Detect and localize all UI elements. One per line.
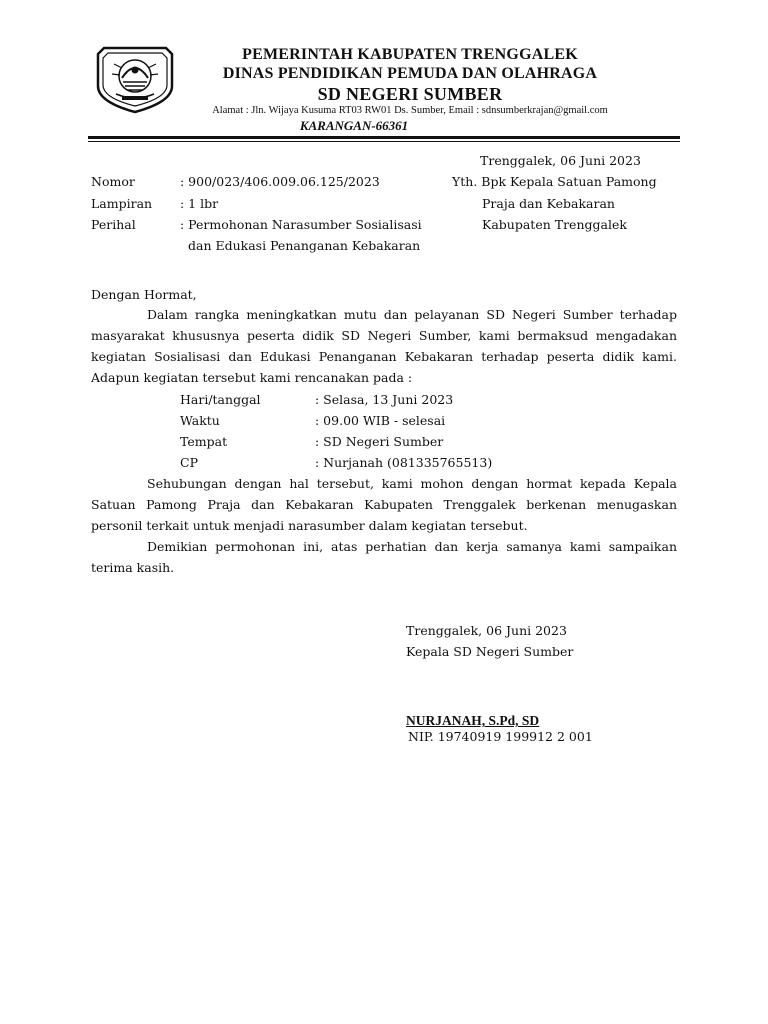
letterhead-rule-thick <box>88 136 680 139</box>
paragraph-request: Sehubungan dengan hal tersebut, kami mohon dengan hormat kepada Kepala Satuan Pamong Praja dan Kebakaran Kabupaten Trenggalek berkenan menugaskan personil terkait untuk menjadi narasumber dalam kegiatan tersebut. <box>91 476 677 533</box>
field-label-perihal: Perihal <box>91 217 136 232</box>
signature-name: NURJANAH, S.Pd, SD <box>406 713 540 728</box>
paragraph-closing: Demikian permohonan ini, atas perhatian dan kerja samanya kami sampaikan terima kasih. <box>91 539 677 575</box>
detail-value-time: : 09.00 WIB - selesai <box>315 413 446 428</box>
letterhead-government: PEMERINTAH KABUPATEN TRENGGALEK <box>242 46 578 63</box>
detail-label-date: Hari/tanggal <box>180 392 261 407</box>
detail-value-place: : SD Negeri Sumber <box>315 434 444 449</box>
detail-value-contact: : Nurjanah (081335765513) <box>315 455 493 470</box>
field-label-nomor: Nomor <box>91 174 135 189</box>
header-place-date: Trenggalek, 06 Juni 2023 <box>480 153 641 168</box>
letterhead-code: KARANGAN-66361 <box>299 118 409 133</box>
letterhead-address: Alamat : Jln. Wijaya Kusuma RT03 RW01 Ds. Sumber, Email : sdnsumberkrajan@gmail.com <box>212 105 608 116</box>
field-value-nomor: : 900/023/406.009.06.125/2023 <box>180 174 380 189</box>
letterhead-school: SD NEGERI SUMBER <box>317 84 503 104</box>
recipient-line-2: Praja dan Kebakaran <box>482 196 615 211</box>
field-value-perihal: : Permohonan Narasumber Sosialisasi <box>180 217 422 232</box>
signature-position: Kepala SD Negeri Sumber <box>406 644 574 659</box>
letterhead-agency: DINAS PENDIDIKAN PEMUDA DAN OLAHRAGA <box>222 65 598 82</box>
field-value-perihal-cont: dan Edukasi Penanganan Kebakaran <box>188 238 421 253</box>
recipient-line-3: Kabupaten Trenggalek <box>482 217 627 232</box>
detail-label-place: Tempat <box>180 434 228 449</box>
signature-nip: NIP. 19740919 199912 2 001 <box>408 729 593 744</box>
signature-place-date: Trenggalek, 06 Juni 2023 <box>406 623 567 638</box>
detail-value-date: : Selasa, 13 Juni 2023 <box>315 392 454 407</box>
field-value-lampiran: : 1 lbr <box>180 196 219 211</box>
letterhead-rule-thin <box>88 141 680 142</box>
field-label-lampiran: Lampiran <box>91 196 153 211</box>
detail-label-contact: CP <box>180 455 198 470</box>
paragraph-intro: Dalam rangka meningkatkan mutu dan pelayanan SD Negeri Sumber terhadap masyarakat khususnya peserta didik SD Negeri Sumber, kami bermaksud mengadakan kegiatan Sosialisasi dan Edukasi Penanganan Kebakaran terhadap peserta didik kami. Adapun kegiatan tersebut kami rencanakan pada : <box>91 307 677 385</box>
detail-label-time: Waktu <box>180 413 220 428</box>
recipient-line-1: Yth. Bpk Kepala Satuan Pamong <box>452 174 657 189</box>
greeting: Dengan Hormat, <box>91 287 197 302</box>
regency-emblem-icon <box>92 44 178 114</box>
